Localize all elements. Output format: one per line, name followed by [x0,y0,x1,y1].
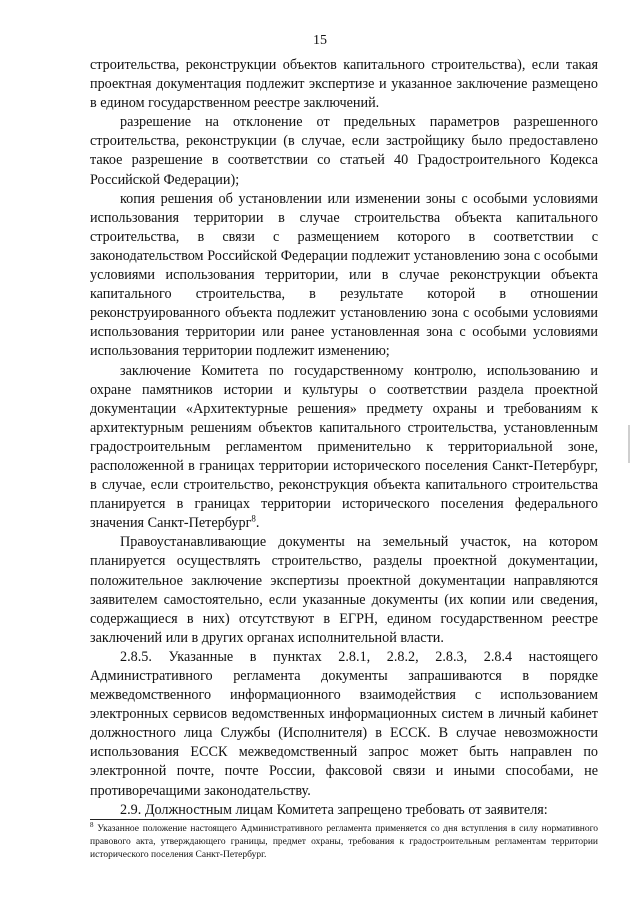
page-number: 15 [313,33,327,48]
paragraph: копия решения об установлении или изменении зоны с особыми условиями использования территории в случае строительства объекта капитального строительства, в связи с размещением которого в соответствии с законодательством Российской Федерации подлежит установлению зона с особыми условиями использования территории, или в случае реконструкции объекта капитального строительства, в результате которой в отношении реконструированного объекта подлежит установлению зона с особыми условиями использования территории или ранее установленная зона с особыми условиями использования территории подлежит изменению; [90,190,598,360]
footnote-divider [90,819,250,820]
document-body [90,56,598,820]
footnote-mark: 8 [90,820,94,829]
footnote-text: Указанное положение настоящего Административного регламента применяется со дня вступления в силу нормативного правового акта, утверждающего границы, предмет охраны, требования к градостроительным регламентам территории исторического поселения Санкт-Петербург. [90,824,598,860]
footnote [90,820,598,862]
paragraph-suffix: . [255,515,260,532]
paragraph: строительства, реконструкции объектов капитального строительства), если такая проектная документация подлежит экспертизе и указанное заключение размещено в едином государственном реестре заключений. [90,57,598,112]
paragraph-with-footnote [90,362,598,534]
paragraph: Правоустанавливающие документы на земельный участок, на котором планируется осуществлять строительство, разделы проектной документации, положительное заключение экспертизы проектной документации направляются заявителем самостоятельно, если указанные документы (их копии или сведения, содержащиеся в них) отсутствуют в ЕГРН, едином государственном реестре заключений или в других органах исполнительной власти. [90,534,598,646]
scan-margin-mark [628,425,630,463]
paragraph: 2.8.5. Указанные в пунктах 2.8.1, 2.8.2, 2.8.3, 2.8.4 настоящего Административного регламента документы запрашиваются в порядке межведомственного информационного взаимодействия с использованием электронных сервисов ведомственных информационных систем в личный кабинет должностного лица Службы (Исполнителя) в ЕССК. В случае невозможности использования ЕССК межведомственный запрос может быть направлен по электронной почте, почте России, факсовой связи и иными способами, не противоречащими законодательству. [90,648,598,799]
footnote-reference[interactable]: 8 [251,513,256,524]
paragraph: 2.9. Должностным лицам Комитета запрещено требовать от заявителя: [120,801,548,818]
paragraph: разрешение на отклонение от предельных параметров разрешенного строительства, реконструкции (в случае, если застройщику было предоставлено такое разрешение в соответствии со статьей 40 Градостроительного Кодекса Российской Федерации); [90,114,598,188]
paragraph-text: заключение Комитета по государственному контролю, использованию и охране памятников истории и культуры о соответствии раздела проектной документации «Архитектурные решения» предмету охраны и требованиям к архитектурным решениям объектов капитального строительства, установленным градостроительным регламентом применительно к территориальной зоне, расположенной в границах территории исторического поселения Санкт-Петербург, в случае, если строительство, реконструкция объекта капитального строительства планируется в границах территории исторического поселения федерального значения Санкт-Петербург [90,362,598,532]
